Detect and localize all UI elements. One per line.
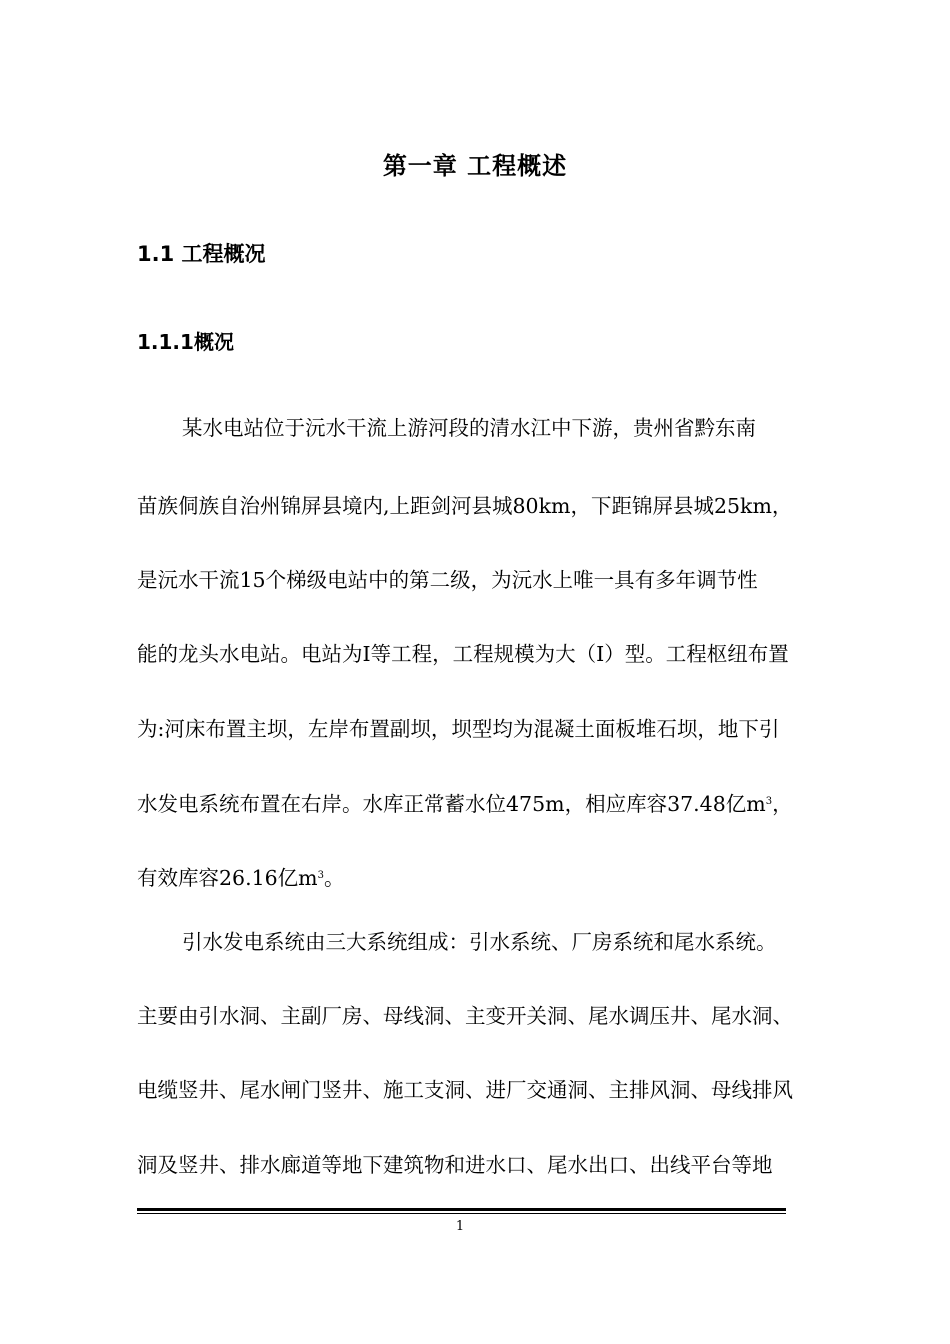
section-heading: 1.1 工程概况 xyxy=(137,242,266,266)
line-7-superscript: 3 xyxy=(317,870,325,881)
line-7-text: 有效库容26.16亿m xyxy=(137,866,318,890)
footer-rule xyxy=(137,1208,786,1211)
paragraph-1-line-5: 为:河床布置主坝，左岸布置副坝，坝型均为混凝土面板堆石坝，地下引 xyxy=(137,717,780,741)
footer-rule-thin xyxy=(137,1213,786,1214)
paragraph-2-line-4: 洞及竖井、排水廊道等地下建筑物和进水口、尾水出口、出线平台等地 xyxy=(137,1153,773,1177)
paragraph-1-line-6 xyxy=(137,790,817,818)
paragraph-1-line-2: 苗族侗族自治州锦屏县境内,上距剑河县城80km，下距锦屏县城25km， xyxy=(137,494,793,518)
paragraph-1-line-3: 是沅水干流15个梯级电站中的第二级，为沅水上唯一具有多年调节性 xyxy=(137,568,758,592)
paragraph-2-line-2: 主要由引水洞、主副厂房、母线洞、主变开关洞、尾水调压井、尾水洞、 xyxy=(137,1004,793,1028)
line-6-punct: ， xyxy=(772,792,793,816)
line-6-text: 水发电系统布置在右岸。水库正常蓄水位475m，相应库容37.48亿m xyxy=(137,792,766,816)
paragraph-2-line-3: 电缆竖井、尾水闸门竖井、施工支洞、进厂交通洞、主排风洞、母线排风 xyxy=(137,1078,793,1102)
paragraph-2-line-1: 引水发电系统由三大系统组成：引水系统、厂房系统和尾水系统。 xyxy=(182,930,777,954)
subsection-heading: 1.1.1概况 xyxy=(137,330,234,354)
paragraph-1-line-4: 能的龙头水电站。电站为I等工程，工程规模为大（I）型。工程枢纽布置 xyxy=(137,642,789,666)
page-number: 1 xyxy=(455,1219,465,1234)
paragraph-1-line-7 xyxy=(137,864,817,892)
paragraph-1-line-1: 某水电站位于沅水干流上游河段的清水江中下游，贵州省黔东南 xyxy=(182,416,756,440)
line-7-punct: 。 xyxy=(324,866,345,890)
line-6-superscript: 3 xyxy=(765,796,773,807)
chapter-title: 第一章 工程概述 xyxy=(382,152,568,180)
